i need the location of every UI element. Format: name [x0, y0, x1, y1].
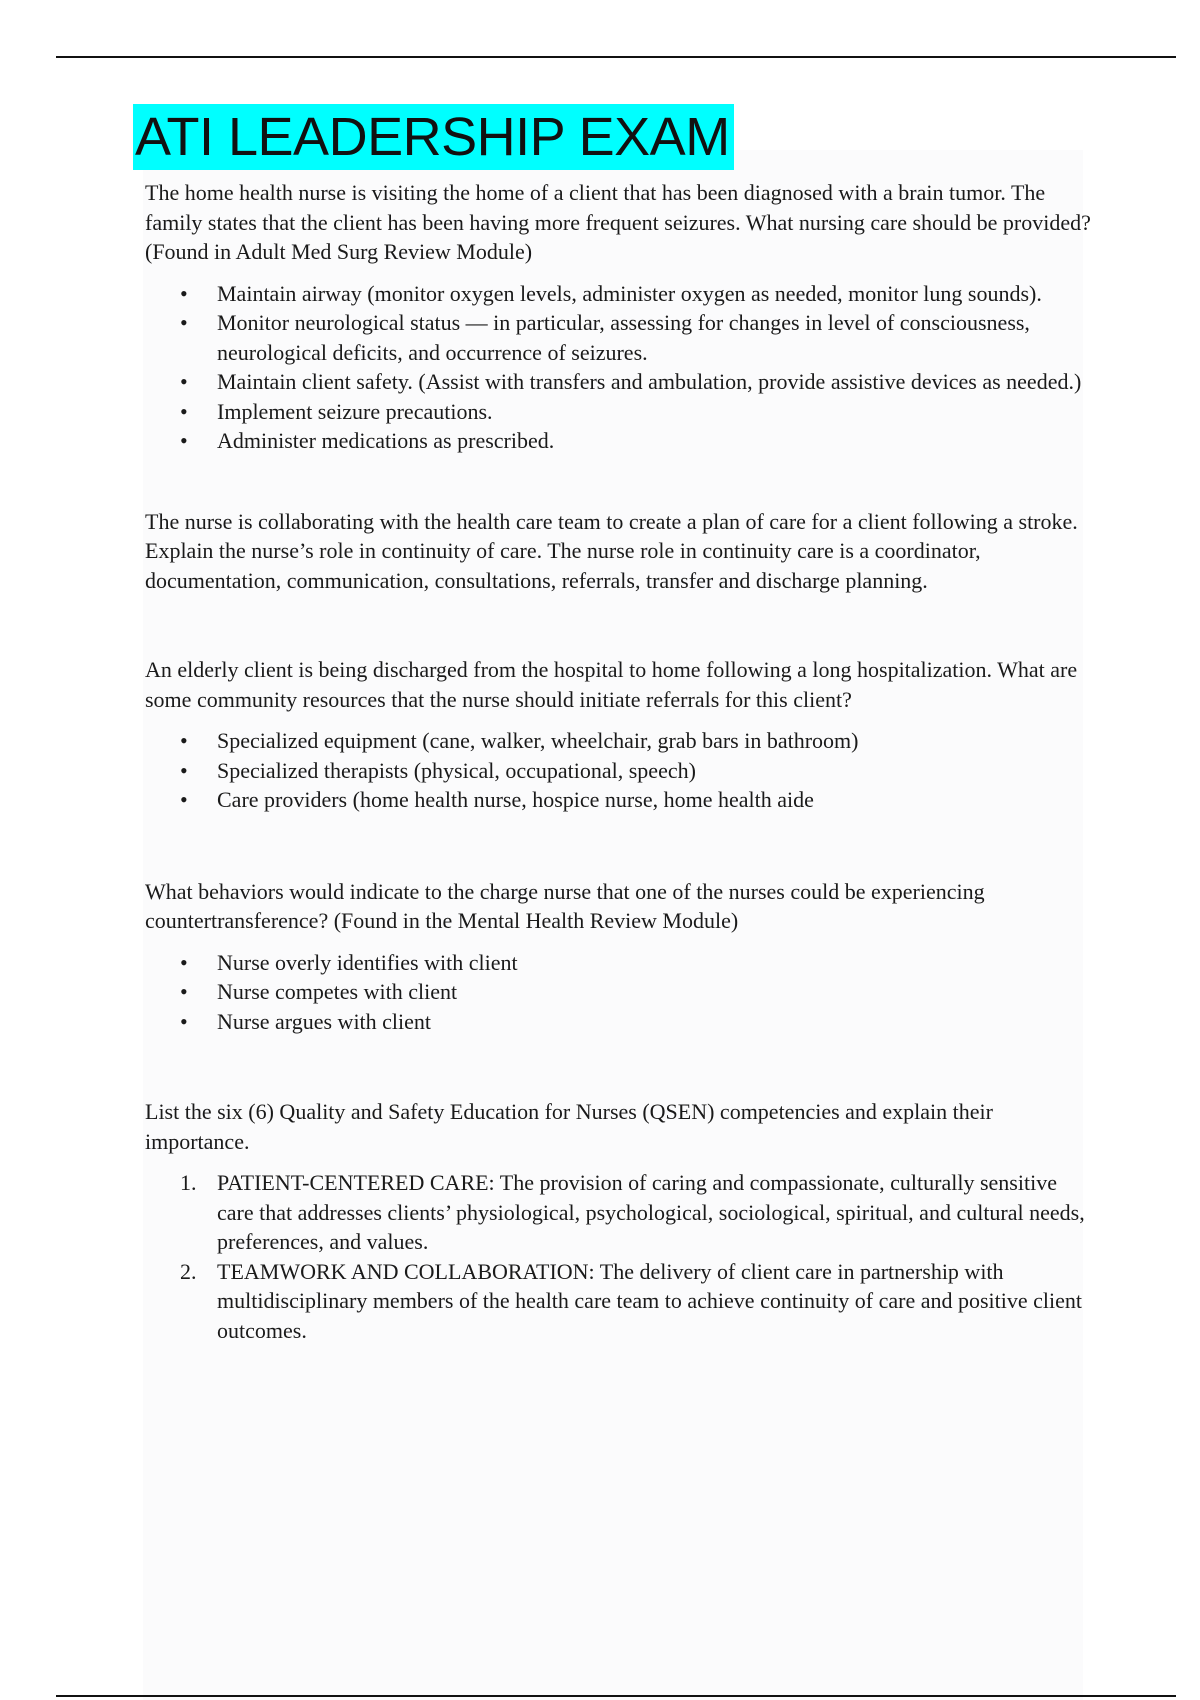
list-number: 1.: [180, 1170, 197, 1195]
list-item: • Specialized equipment (cane, walker, wheelchair, grab bars in bathroom): [217, 726, 1095, 756]
answer-list-4: [145, 948, 1095, 1037]
list-item-text: PATIENT-CENTERED CARE: The provision of caring and compassionate, culturally sensitive care that addresses clients’ physiological, psychological, sociological, spiritual, and cultural needs, preferences, and values.: [217, 1170, 1085, 1254]
answer-list-3: [145, 726, 1095, 815]
list-item: • Monitor neurological status — in particular, assessing for changes in level of consciousness, neurological deficits, and occurrence of seizures.: [217, 308, 1095, 367]
bottom-rule: [56, 1695, 1176, 1697]
answer-list-1: [145, 279, 1095, 456]
question-2: The nurse is collaborating with the health care team to create a plan of care for a client following a stroke. Explain the nurse’s role in continuity of care. The nurse role in continuity care is a coordinator, documentation, communication, consultations, referrals, transfer and discharge planning.: [145, 508, 1078, 593]
list-item: • Care providers (home health nurse, hospice nurse, home health aide: [217, 785, 1095, 815]
question-4: What behaviors would indicate to the charge nurse that one of the nurses could be experiencing countertransference? (Found in the Mental Health Review Module): [145, 878, 985, 933]
question-3: An elderly client is being discharged from the hospital to home following a long hospitalization. What are some community resources that the nurse should initiate referrals for this client?: [145, 657, 1078, 712]
answer-list-5: [145, 1168, 1095, 1345]
list-item-text: TEAMWORK AND COLLABORATION: The delivery of client care in partnership with multidisciplinary members of the health care team to achieve continuity of care and positive client outcomes.: [217, 1258, 1083, 1343]
list-item: [180, 1168, 1095, 1257]
list-item: • Nurse competes with client: [217, 977, 1095, 1007]
document-body: [145, 178, 1095, 1345]
title-wrap: [133, 104, 734, 170]
list-item: • Maintain client safety. (Assist with transfers and ambulation, provide assistive devices as needed.): [217, 367, 1095, 397]
list-item: • Administer medications as prescribed.: [217, 426, 1095, 456]
list-item: • Implement seizure precautions.: [217, 397, 1095, 427]
list-item: • Nurse argues with client: [217, 1007, 1095, 1037]
page-title: ATI LEADERSHIP EXAM: [133, 104, 734, 170]
question-1: The home health nurse is visiting the home of a client that has been diagnosed with a brain tumor. The family states that the client has been having more frequent seizures. What nursing care should be provided? (Found in Adult Med Surg Review Module): [145, 180, 1091, 264]
list-item: • Nurse overly identifies with client: [217, 948, 1095, 978]
list-item: • Specialized therapists (physical, occupational, speech): [217, 756, 1095, 786]
list-item: • Maintain airway (monitor oxygen levels, administer oxygen as needed, monitor lung sounds).: [217, 279, 1095, 309]
list-number: 2.: [180, 1258, 197, 1284]
list-item: [180, 1257, 1095, 1346]
top-rule: [56, 56, 1176, 58]
question-5: List the six (6) Quality and Safety Education for Nurses (QSEN) competencies and explain their importance.: [145, 1099, 993, 1154]
